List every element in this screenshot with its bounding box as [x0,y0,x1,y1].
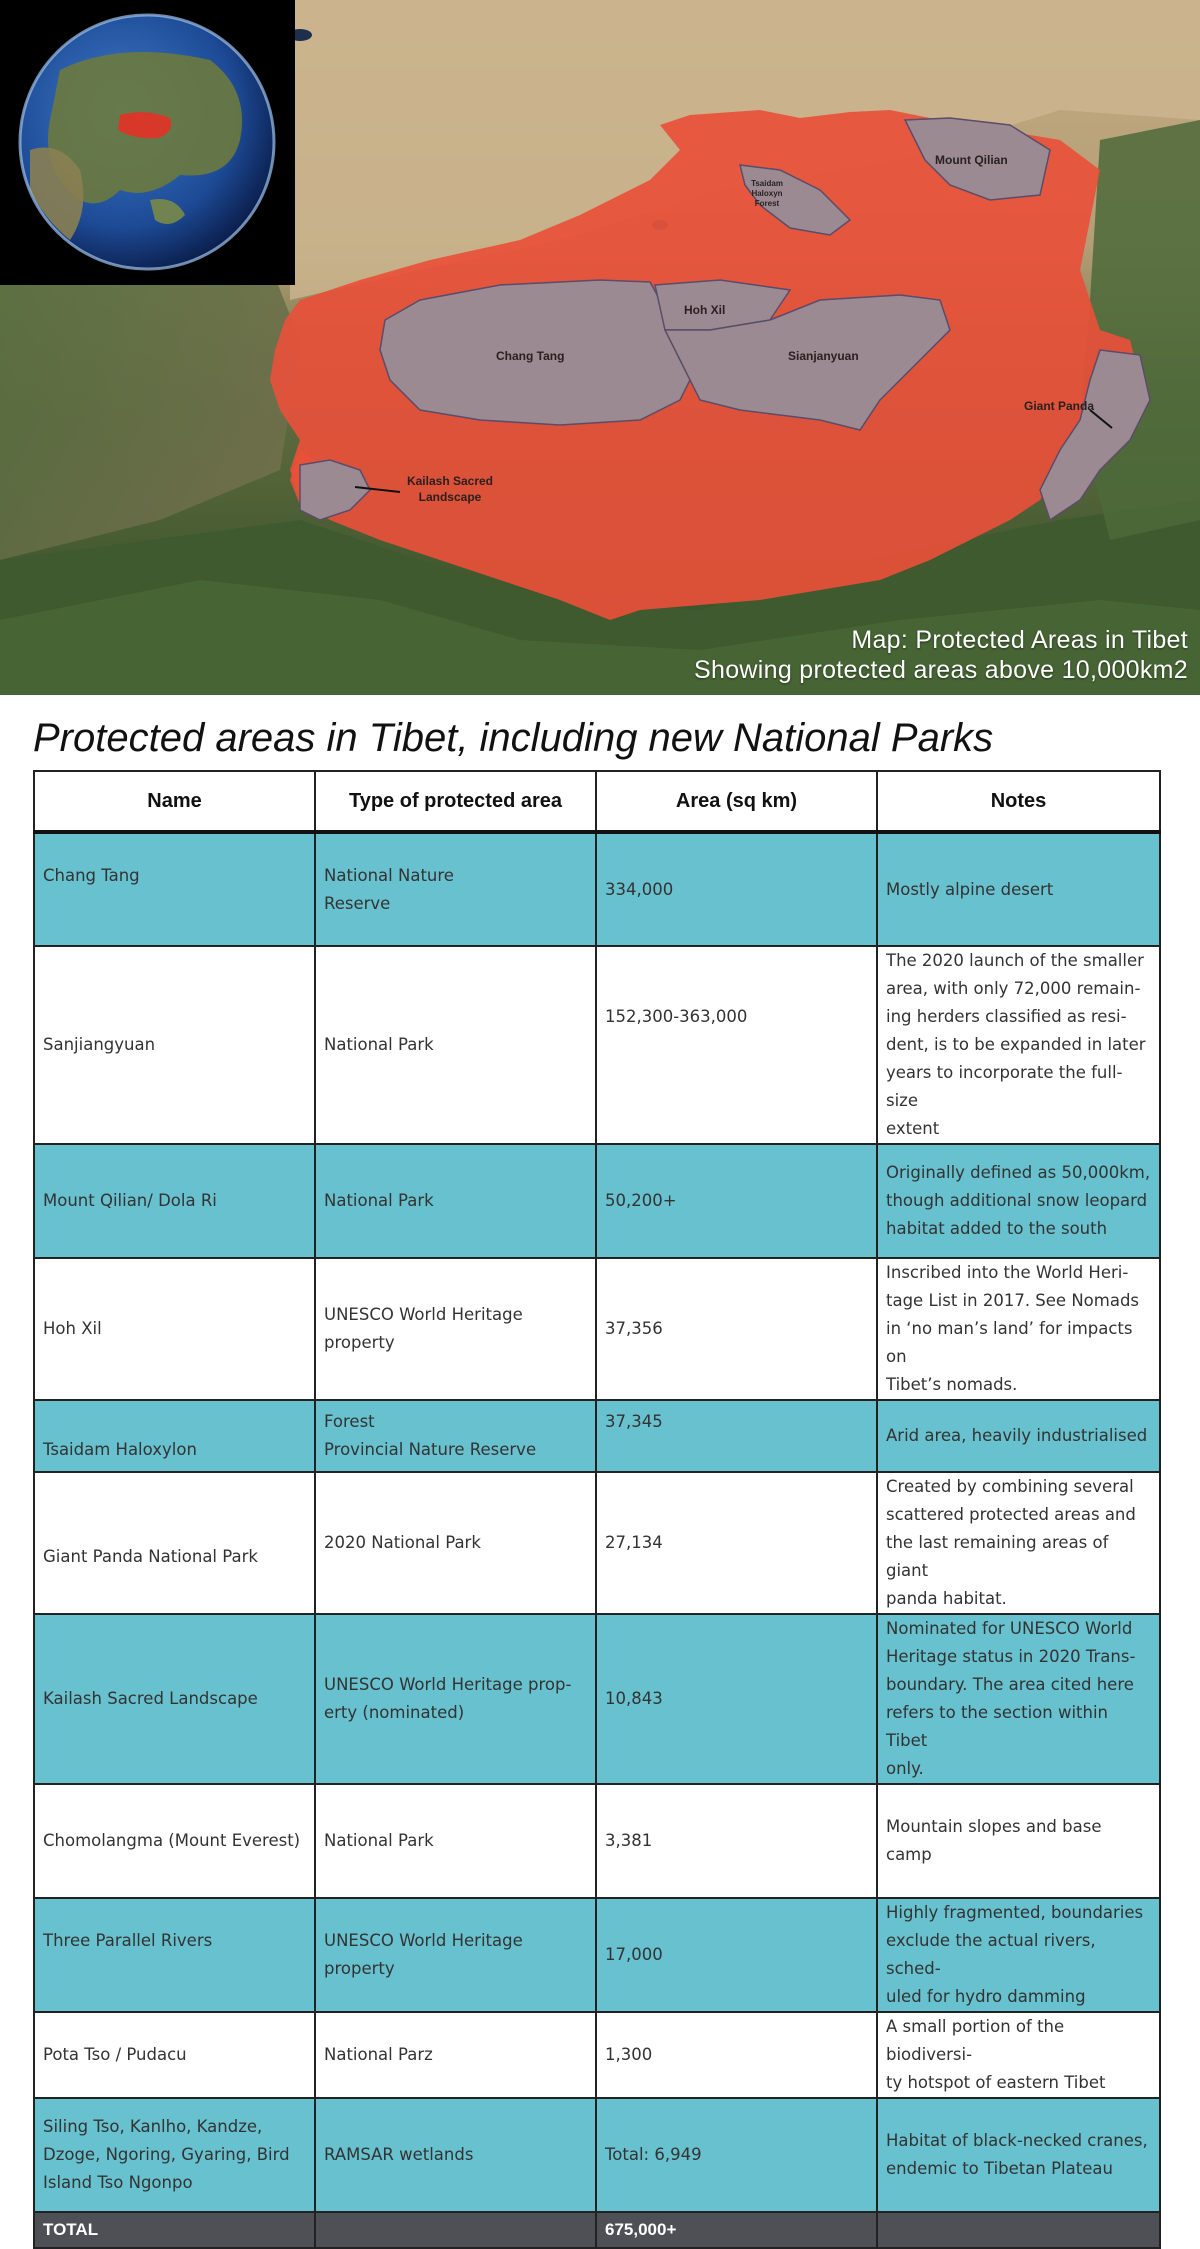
cell-text: ty hotspot of eastern Tibet [886,2073,1106,2092]
table-total-row [34,2212,1160,2248]
cell-area [596,1784,877,1898]
cell-text: Total: 6,949 [605,2145,702,2164]
cell-text: 27,134 [605,1533,663,1552]
map-caption-title: Map: Protected Areas in Tibet [851,626,1188,654]
cell-text: Nominated for UNESCO World [886,1619,1133,1638]
cell-text: property [324,1333,395,1352]
cell-text: UNESCO World Heritage [324,1305,523,1324]
label-sianjanyuan: Sianjanyuan [788,349,859,363]
cell-text: ing herders classified as resi- [886,1007,1127,1026]
cell-text: National Park [324,1831,434,1850]
cell-text: National Nature [324,865,454,885]
cell-text: years to incorporate the full-size [886,1063,1123,1110]
cell-text: Chang Tang [43,865,140,885]
cell-type [315,1400,596,1472]
cell-text: 10,843 [605,1689,663,1708]
cell-text: National Parz [324,2045,433,2064]
cell-text: Provincial Nature Reserve [324,1440,537,1459]
cell-text: property [324,1959,395,1978]
cell-text: Giant Panda National Park [43,1547,258,1566]
cell-notes [877,1784,1160,1898]
cell-text: Mostly alpine desert [886,879,1054,899]
cell-text: A small portion of the biodiversi- [886,2017,1065,2064]
cell-text: 1,300 [605,2045,653,2064]
protected-areas-table [33,770,1161,2249]
total-notes [877,2212,1160,2248]
cell-text: 37,345 [605,1412,663,1431]
cell-area [596,1144,877,1258]
cell-text: 37,356 [605,1319,663,1338]
cell-text: area, with only 72,000 remain- [886,979,1141,998]
table-row [34,1144,1160,1258]
cell-type [315,2012,596,2098]
cell-text: UNESCO World Heritage prop- [324,1675,572,1694]
cell-type [315,1898,596,2012]
cell-text: in ‘no man’s land’ for impacts on [886,1319,1133,1366]
cell-text: panda habitat. [886,1589,1007,1608]
cell-notes [877,2098,1160,2212]
cell-name [34,1400,315,1472]
table-row [34,2012,1160,2098]
cell-notes [877,1472,1160,1614]
label-kailash-2: Landscape [418,490,482,504]
cell-text: Reserve [324,893,391,913]
cell-area [596,946,877,1144]
cell-text: Island Tso Ngonpo [43,2173,193,2192]
cell-text: refers to the section within Tibet [886,1703,1109,1750]
cell-area [596,1898,877,2012]
cell-text: 3,381 [605,1831,653,1850]
cell-text: 50,200+ [605,1191,677,1210]
cell-text: Tsaidam Haloxylon [43,1440,197,1459]
table-row [34,946,1160,1144]
cell-type [315,1614,596,1784]
cell-text: 334,000 [605,879,674,899]
cell-text: National Park [324,1191,434,1210]
cell-text: boundary. The area cited here [886,1675,1134,1694]
label-kailash-1: Kailash Sacred [406,474,494,488]
cell-area [596,2012,877,2098]
cell-type [315,2098,596,2212]
cell-text: Three Parallel Rivers [43,1931,213,1950]
total-type [315,2212,596,2248]
cell-name [34,946,315,1144]
cell-text: tage List in 2017. See Nomads [886,1291,1140,1310]
label-hoh-xil: Hoh Xil [684,303,726,317]
cell-area [596,1472,877,1614]
cell-text: RAMSAR wetlands [324,2145,474,2164]
cell-name [34,1472,315,1614]
cell-type [315,946,596,1144]
table-row [34,1400,1160,1472]
table-row [34,1472,1160,1614]
table-row [34,2098,1160,2212]
map-caption-subtitle: Showing protected areas above 10,000km2 [694,656,1188,684]
cell-notes [877,1898,1160,2012]
cell-name [34,1614,315,1784]
cell-text: 152,300-363,000 [605,1007,748,1026]
cell-text: 17,000 [605,1945,663,1964]
protected-areas-map [0,0,1200,695]
map-image [0,0,1200,695]
cell-text: Highly fragmented, boundaries [886,1903,1144,1922]
cell-area [596,832,877,946]
cell-text: Originally defined as 50,000km, [886,1163,1151,1182]
cell-text: Siling Tso, Kanlho, Kandze, [43,2117,263,2136]
table-row [34,1898,1160,2012]
cell-notes [877,832,1160,946]
cell-notes [877,1614,1160,1784]
cell-text: the last remaining areas of giant [886,1533,1109,1580]
cell-text: uled for hydro damming [886,1987,1086,2006]
cell-text: Dzoge, Ngoring, Gyaring, Bird [43,2145,290,2164]
cell-area [596,1614,877,1784]
table-row [34,832,1160,946]
page-title: Protected areas in Tibet, including new National Parks [33,716,994,760]
cell-type [315,1144,596,1258]
label-mount-qilian: Mount Qilian [935,153,1008,167]
cell-notes [877,1400,1160,1472]
cell-text: National Park [324,1035,434,1054]
cell-text: Chomolangma (Mount Everest) [43,1831,301,1850]
cell-name [34,1144,315,1258]
cell-notes [877,1258,1160,1400]
cell-text: UNESCO World Heritage [324,1931,523,1950]
cell-name [34,2012,315,2098]
cell-text: Mountain slopes and base camp [886,1817,1102,1864]
cell-text: Mount Qilian/ Dola Ri [43,1191,217,1210]
column-header-notes: Notes [877,771,1160,832]
cell-text: exclude the actual rivers, sched- [886,1931,1096,1978]
column-header-area: Area (sq km) [596,771,877,832]
cell-notes [877,2012,1160,2098]
label-chang-tang: Chang Tang [496,349,565,363]
label-giant-panda: Giant Panda [1024,399,1095,413]
cell-area [596,1400,877,1472]
cell-name [34,1258,315,1400]
cell-text: Pota Tso / Pudacu [43,2045,187,2064]
cell-text: dent, is to be expanded in later [886,1035,1146,1054]
cell-text: endemic to Tibetan Plateau [886,2159,1113,2178]
cell-notes [877,1144,1160,1258]
cell-text: extent [886,1119,940,1138]
table-row [34,1614,1160,1784]
cell-name [34,1784,315,1898]
label-tsaidam-1: Tsaidam [751,179,783,188]
cell-text: Hoh Xil [43,1319,102,1338]
label-tsaidam-3: Forest [754,199,780,208]
cell-text: though additional snow leopard [886,1191,1148,1210]
cell-text: The 2020 launch of the smaller [886,951,1144,970]
table-row [34,1258,1160,1400]
cell-text: Habitat of black-necked cranes, [886,2131,1148,2150]
cell-text: erty (nominated) [324,1703,465,1722]
cell-type [315,1784,596,1898]
cell-type [315,1258,596,1400]
cell-text: only. [886,1759,924,1778]
cell-text: scattered protected areas and [886,1505,1136,1524]
table-row [34,1784,1160,1898]
table-header-row [34,771,1160,832]
cell-text: Created by combining several [886,1477,1134,1496]
cell-text: Sanjiangyuan [43,1035,156,1054]
cell-text: Kailash Sacred Landscape [43,1689,258,1708]
cell-area [596,2098,877,2212]
cell-type [315,1472,596,1614]
total-area: 675,000+ [596,2212,877,2248]
cell-text: Tibet’s nomads. [886,1375,1018,1394]
label-tsaidam-2: Haloxyn [751,189,783,198]
cell-text: Forest [324,1412,375,1431]
cell-type [315,832,596,946]
cell-area [596,1258,877,1400]
cell-name [34,2098,315,2212]
cell-text: 2020 National Park [324,1533,481,1552]
cell-name [34,832,315,946]
cell-text: Inscribed into the World Heri- [886,1263,1129,1282]
cell-notes [877,946,1160,1144]
column-header-name: Name [34,771,315,832]
column-header-type: Type of protected area [315,771,596,832]
cell-text: Heritage status in 2020 Trans- [886,1647,1136,1666]
cell-text: Arid area, heavily industrialised [886,1426,1148,1445]
cell-text: habitat added to the south [886,1219,1108,1238]
total-label: TOTAL [34,2212,315,2248]
cell-name [34,1898,315,2012]
